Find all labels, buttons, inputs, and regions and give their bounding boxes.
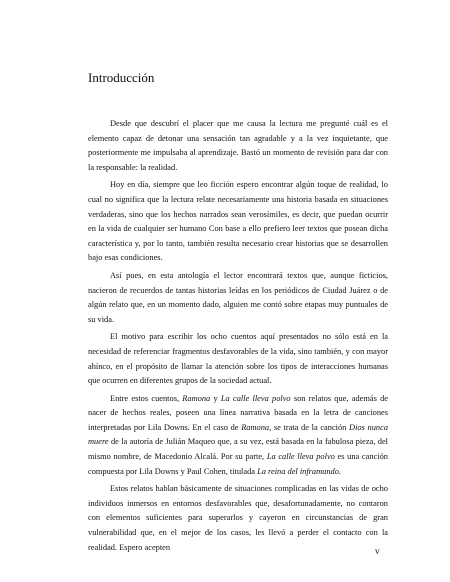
text-run: y — [210, 393, 221, 403]
text-run: . — [338, 466, 342, 476]
text-run: es una canción compuesta por Lila Downs y Paul Cohen, titulada — [88, 452, 388, 476]
italic-title: Dios nunca muere — [88, 422, 389, 447]
paragraph — [88, 178, 388, 266]
text-run: , se trata de la canción — [269, 422, 350, 432]
page-title: Introducción — [88, 70, 155, 85]
paragraph — [88, 392, 388, 480]
paragraph — [88, 117, 388, 175]
text-run: Entre estos cuentos, — [110, 393, 183, 403]
text-run: El motivo para escribir los ocho cuentos aquí presentados no sólo está en la necesidad de referenciar fragmentos desfavorables de la vida, sino también, y con mayor ahínco, en el propósito de llamar la atención sobre los tipos de interacciones humanas que ocurren en diferentes grupos de la sociedad actual. — [88, 332, 388, 386]
text-run: Hoy en día, siempre que leo ficción espero encontrar algún toque de realidad, lo cual no significa que la lectura relate necesariamente una historia basada en situaciones verdaderas, sino que los hechos narrados sean verosímiles, es decir, que puedan ocurrir en la vida de cualquier ser humano Con base a ello prefiero leer textos que posean dicha característica y, por lo tanto, también resulta necesario crear historias que se desarrollen bajo esas condiciones. — [88, 180, 388, 263]
text-run: Así pues, en esta antología el lector encontrará textos que, aunque ficticios, nacieron de recuerdos de tantas historias leídas en los periódicos de Ciudad Juárez o de algún relato que, en un momento dado, alguien me contó sobre etapas muy puntuales de su vida. — [88, 270, 388, 324]
paragraph — [88, 269, 388, 327]
italic-title: La reina del inframundo — [257, 466, 339, 476]
italic-title: Ramona — [241, 422, 270, 432]
text-run: Desde que descubrí el placer que me causa la lectura me pregunté cuál es el elemento capaz de detonar una sensación tan agradable y a la vez inquietante, que posteriormente me impulsaba al aprendizaje. Bastó un momento de revisión para dar con la responsable: la realidad. — [88, 119, 388, 172]
italic-title: La calle lleva polvo — [220, 393, 291, 403]
text-run: Estos relatos hablan básicamente de situaciones complicadas en las vidas de ocho individuos inmersos en entornos desfavorables que, desafortunadamente, no contaron con elementos suficientes para superarlos y cayeron en circunstancias de gran vulnerabilidad que, en el mejor de los casos, les llevó a perder el contacto con la realidad. Espero acepten — [88, 484, 388, 552]
text-run: son relatos que, además de nacer de hechos reales, poseen una línea narrativa basada en la letra de canciones interpretadas por Lila Downs. En el caso de — [88, 393, 388, 432]
text-run: de la autoría de Julián Maqueo que, a su vez, está basada en la fabulosa pieza, del mismo nombre, de Macedonio Alcalá. Por su parte, — [88, 437, 388, 462]
body-text — [88, 117, 388, 558]
paragraph — [88, 330, 388, 388]
italic-title: La calle lleva polvo — [266, 452, 335, 462]
paragraph — [88, 482, 388, 555]
page-number: v — [375, 546, 380, 556]
italic-title: Ramona — [182, 393, 211, 403]
